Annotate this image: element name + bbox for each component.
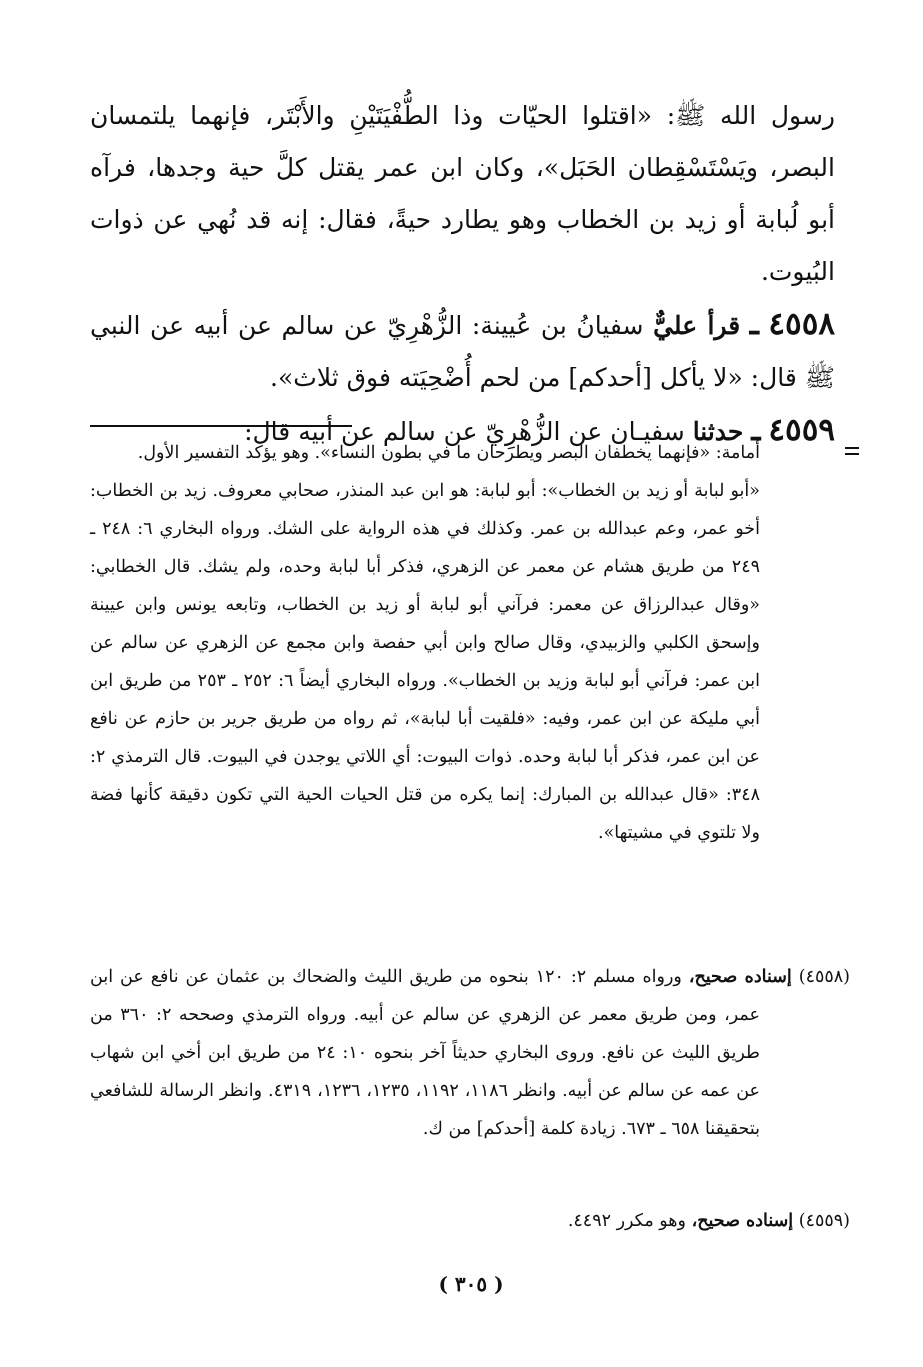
hadith-number: ٤٥٥٩ xyxy=(768,412,835,448)
footnote-separator xyxy=(90,425,352,427)
page-number: ( ٣٠٥ ) xyxy=(438,1272,504,1296)
footnote-text: ورواه مسلم ٢: ١٢٠ بنحوه من طريق الليث والضحاك بن عثمان عن نافع عن ابن عمر، ومن طريق معمر عن الزهري عن سالم عن أبيه. ورواه الترمذي وصححه ٢: ٣٦٠ من طريق الليث عن نافع. وروى البخاري حديثاً آخر بنحوه ١٠: ٢٤ من طريق ابن أخي ابن شهاب عن عمه عن سالم عن أبيه. وانظر ١١٨٦، ١١٩٢، ١٢٣٥، ١٢٣٦، ٤٣١٩. وانظر الرسالة للشافعي بتحقيقنا ٦٥٨ ـ ٦٧٣. زيادة كلمة [أحدكم] من ك. xyxy=(90,967,760,1139)
hadith-text: سفيانُ بن عُيينة: الزُّهْرِيّ عن سالم عن أبيه عن النبي ﷺ قال: «لا يأكل [أحدكم] من لحم أُضْحِيَته فوق ثلاث». xyxy=(90,311,835,392)
footnote-label: (٤٥٥٨) xyxy=(798,967,850,987)
hadith-number: ٤٥٥٨ xyxy=(768,306,836,342)
note-paragraph: «أبو لبابة أو زيد بن الخطاب»: أبو لبابة: هو ابن عبد المنذر، صحابي معروف. زيد بن الخطاب: أخو عمر، وعم عبدالله بن عمر. وكذلك في هذه الرواية على الشك. ورواه البخاري ٦: ٢٤٨ ـ ٢٤٩ من طريق هشام عن معمر عن الزهري، فذكر أبا لبابة وحده، ولم يشك. قال الخطابي: «وقال عبدالرزاق عن معمر: فرآني أبو لبابة أو زيد بن الخطاب، وتابعه يونس وابن عيينة وإسحق الكلبي والزبيدي، وقال صالح وابن أبي حفصة وابن مجمع عن الزهري عن سالم عن ابن عمر: فرآني أبو لبابة وزيد بن الخطاب». ورواه البخاري أيضاً ٦: ٢٥٢ ـ ٢٥٣ من طريق ابن أبي مليكة عن ابن عمر، وفيه: «فلقيت أبا لبابة»، ثم رواه من طريق جرير بن حازم عن نافع عن ابن عمر، فذكر أبا لبابة وحده. ذوات البيوت: أي اللاتي يوجدن في البيوت. قال الترمذي ٢: ٣٤٨: «قال عبدالله بن المبارك: إنما يكره من قتل الحيات الحية التي تكون دقيقة كأنها فضة ولا تلتوي في مشيتها». xyxy=(90,481,760,843)
main-text xyxy=(90,90,835,458)
hadith-lead: حدثنا xyxy=(692,417,744,446)
footnote-label: (٤٥٥٩) xyxy=(798,1211,850,1231)
hadith-lead: قرأ عليٌّ xyxy=(653,311,741,340)
hadith-dash: ـ xyxy=(751,412,761,448)
footnote-grade: إسناده صحيح، xyxy=(688,967,792,987)
footnote-4558 xyxy=(90,958,850,1148)
footnote-4559 xyxy=(90,1202,850,1240)
footnote-text: وهو مكرر ٤٤٩٢. xyxy=(567,1211,686,1231)
hadith-text: سفيـان عن الزُّهْرِيّ عن سالم عن أبيه قال: xyxy=(244,417,685,446)
note-paragraph: أمامة: «فإنهما يخطفان البصر ويطرحان ما في بطون النساء». وهو يؤكد التفسير الأول. xyxy=(137,443,760,463)
continuation-mark xyxy=(845,447,859,455)
footnote-grade: إسناده صحيح، xyxy=(691,1211,794,1231)
hadith-4558 xyxy=(90,298,835,404)
footnote-continuation xyxy=(90,434,760,852)
hadith-dash: ـ xyxy=(749,306,759,342)
intro-paragraph: رسول الله ﷺ: «اقتلوا الحيّات وذا الطُّفْيَتَيْنِ والأَبْتَر، فإنهما يلتمسان البصر، ويَسْتَسْقِطان الحَبَل»، وكان ابن عمر يقتل كلَّ حية وجدها، فرآه أبو لُبابة أو زيد بن الخطاب وهو يطارد حيةً، فقال: إنه قد نُهي عن ذوات البُيوت. xyxy=(90,101,835,286)
